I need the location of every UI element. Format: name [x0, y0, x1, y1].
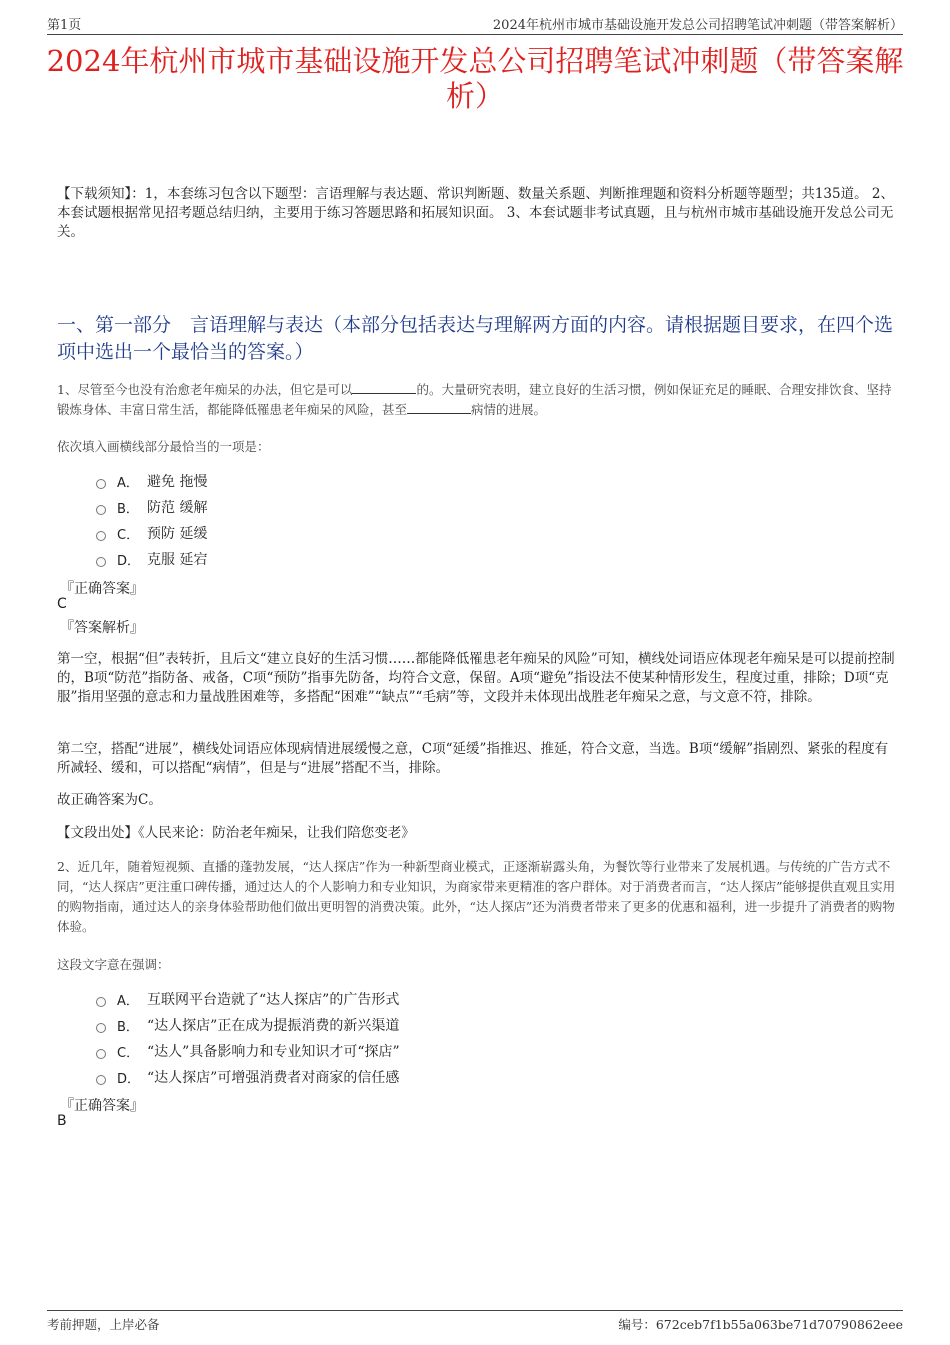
- option-a[interactable]: A． 避免 拖慢: [96, 468, 207, 494]
- download-notice: 【下载须知】：1，本套练习包含以下题型：言语理解与表达题、常识判断题、数量关系题、判断推理题和资料分析题等题型；共135道。 2、本套试题根据常见招考题总结归纳，主要用于练习答题思路和拓展知识面。 3、本套试题非考试真题，且与杭州市城市基础设施开发总公司无关。: [57, 186, 894, 240]
- question-1-instruction: 依次填入画横线部分最恰当的一项是：: [57, 439, 270, 454]
- answer-value-2: B: [57, 1113, 67, 1129]
- fill-blank-2: [407, 401, 471, 414]
- radio-icon[interactable]: [96, 479, 106, 489]
- question-1-options: [96, 468, 207, 572]
- page-number: 第1页: [47, 18, 82, 33]
- answer-label-1: 『正确答案』: [60, 581, 144, 597]
- option-d[interactable]: D． “达人探店”可增强消费者对商家的信任感: [96, 1064, 400, 1090]
- radio-icon[interactable]: [96, 557, 106, 567]
- option-d[interactable]: D． 克服 延宕: [96, 546, 207, 572]
- answer-value-1: C: [57, 596, 67, 612]
- page-header: [47, 12, 903, 35]
- radio-icon[interactable]: [96, 531, 106, 541]
- option-c[interactable]: C． 预防 延缓: [96, 520, 207, 546]
- question-2-instruction: 这段文字意在强调：: [57, 957, 170, 972]
- page-footer: [47, 1310, 903, 1337]
- option-a[interactable]: A． 互联网平台造就了“达人探店”的广告形式: [96, 986, 400, 1012]
- footer-doc-id: 编号：672ceb7f1b55a063be71d70790862eee: [618, 1317, 903, 1332]
- source-citation: 【文段出处】《人民来论：防治老年痴呆，让我们陪您变老》: [57, 825, 415, 841]
- question-2-stem: 2、近几年，随着短视频、直播的蓬勃发展，“达人探店”作为一种新型商业模式，正逐渐崭露头角，为餐饮等行业带来了发展机遇。与传统的广告方式不同，“达人探店”更注重口碑传播，通过达人的个人影响力和专业知识，为商家带来更精准的客户群体。对于消费者而言，“达人探店”能够提供直观且实用的购物指南，通过达人的亲身体验帮助他们做出更明智的消费决策。此外，“达人探店”还为消费者带来了更多的优惠和福利，进一步提升了消费者的购物体验。: [57, 859, 896, 934]
- analysis-label-1: 『答案解析』: [60, 620, 144, 636]
- option-c[interactable]: C． “达人”具备影响力和专业知识才可“探店”: [96, 1038, 400, 1064]
- answer-label-2: 『正确答案』: [60, 1098, 144, 1114]
- stem-part-c: 病情的进展。: [471, 402, 547, 417]
- radio-icon[interactable]: [96, 1075, 106, 1085]
- stem-part-b: 的。大量研究表明，建立良好的生活习惯，例如保证充足的睡眠、合理安排饮食、坚持锻炼身体、丰富日常生活，都能降低罹患老年痴呆的风险，甚至: [57, 382, 892, 417]
- stem-part-a: 1、尽管至今也没有治愈老年痴呆的办法，但它是可以: [57, 382, 353, 397]
- section-heading: 一、第一部分 言语理解与表达（本部分包括表达与理解两方面的内容。请根据题目要求，在四个选项中选出一个最恰当的答案。）: [57, 314, 894, 363]
- analysis-paragraph-2: 第二空，搭配“进展”，横线处词语应体现病情进展缓慢之意，C项“延缓”指推迟、推延，符合文意，当选。B项“缓解”指剧烈、紧张的程度有所减轻、缓和，可以搭配“病情”，但是与“进展”搭配不当，排除。: [57, 741, 889, 776]
- header-doc-title: 2024年杭州市城市基础设施开发总公司招聘笔试冲刺题（带答案解析）: [492, 18, 903, 33]
- fill-blank-1: [352, 381, 416, 394]
- question-1-stem: [57, 380, 900, 420]
- radio-icon[interactable]: [96, 505, 106, 515]
- question-2-options: [96, 986, 400, 1090]
- radio-icon[interactable]: [96, 997, 106, 1007]
- document-title: 2024年杭州市城市基础设施开发总公司招聘笔试冲刺题（带答案解析）: [46, 44, 904, 113]
- footer-slogan: 考前押题，上岸必备: [47, 1317, 160, 1332]
- option-b[interactable]: B． 防范 缓解: [96, 494, 207, 520]
- analysis-conclusion: 故正确答案为C。: [57, 792, 162, 808]
- option-b[interactable]: B． “达人探店”正在成为提振消费的新兴渠道: [96, 1012, 400, 1038]
- radio-icon[interactable]: [96, 1049, 106, 1059]
- analysis-paragraph-1: 第一空，根据“但”表转折，且后文“建立良好的生活习惯……都能降低罹患老年痴呆的风险”可知，横线处词语应体现老年痴呆是可以提前控制的，B项“防范”指防备、戒备，C项“预防”指事先防备，均符合文意，保留。A项“避免”指设法不使某种情形发生，程度过重，排除；D项“克服”指用坚强的意志和力量战胜困难等，多搭配“困难”“缺点”“毛病”等，文段并未体现出战胜老年痴呆之意，与文意不符，排除。: [57, 651, 895, 705]
- radio-icon[interactable]: [96, 1023, 106, 1033]
